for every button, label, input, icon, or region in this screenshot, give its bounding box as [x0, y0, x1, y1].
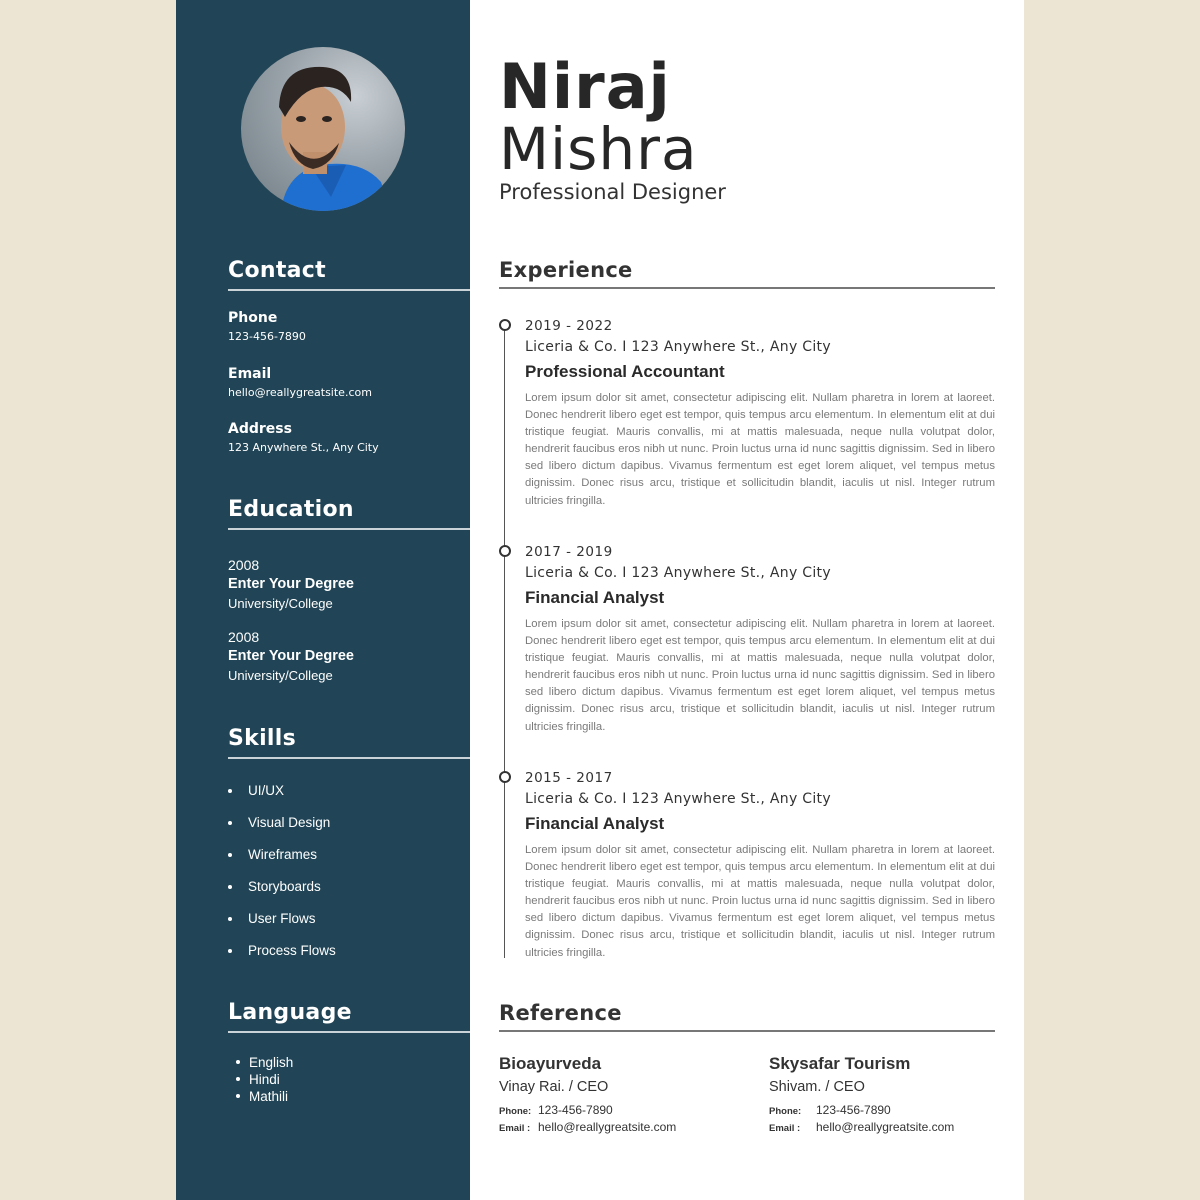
skill-item: UI/UX [228, 783, 470, 815]
reference-phone: 123-456-7890 [538, 1103, 613, 1117]
resume-page [176, 0, 1024, 1200]
language-heading: Language [228, 1000, 470, 1033]
contact-heading: Contact [228, 258, 470, 291]
job-company: Liceria & Co. I 123 Anywhere St., Any City [525, 339, 831, 355]
experience-heading: Experience [499, 258, 995, 289]
reference-person: Shivam. / CEO [769, 1079, 865, 1095]
first-name: Niraj [499, 50, 671, 123]
reference-person: Vinay Rai. / CEO [499, 1079, 609, 1095]
reference-email-key: Email : [499, 1123, 531, 1134]
education-section [228, 497, 470, 683]
email-value: hello@reallygreatsite.com [228, 386, 372, 399]
job-company: Liceria & Co. I 123 Anywhere St., Any City [525, 565, 831, 581]
contact-phone [228, 310, 470, 343]
skills-heading: Skills [228, 726, 470, 759]
job-role: Financial Analyst [525, 814, 665, 833]
reference-phone-row [499, 1103, 739, 1117]
contact-address [228, 421, 470, 454]
reference-email-key: Email : [769, 1123, 801, 1134]
education-heading: Education [228, 497, 470, 530]
experience-item [499, 318, 995, 510]
reference-phone-key: Phone: [499, 1106, 532, 1117]
reference-item [769, 1054, 1009, 1134]
reference-email-row [769, 1120, 1009, 1134]
job-years: 2017 - 2019 [525, 544, 613, 560]
reference-phone-row [769, 1103, 1009, 1117]
language-item: Mathili [236, 1088, 470, 1105]
job-role: Professional Accountant [525, 362, 725, 381]
reference-company: Skysafar Tourism [769, 1054, 911, 1073]
skill-item: Storyboards [228, 879, 470, 911]
education-item [228, 557, 470, 611]
person-illustration [241, 47, 405, 211]
last-name: Mishra [499, 115, 698, 183]
job-description: Lorem ipsum dolor sit amet, consectetur adipiscing elit. Nullam pharetra in lorem at laoreet. Donec hendrerit libero eget est tempor, quis tempus arcu elementum. In elementum elit at dui tristique feugiat. Mauris convallis, mi at mattis malesuada, neque nulla volutpat dolor, hendrerit faucibus eros nibh ut nunc. Proin luctus urna id nunc sagittis dignissim. Sed in libero sed libero dictum dapibus. Vivamus fermentum est eget lorem aliquet, vel tempus metus dignissim. Donec risus arcu, tristique et sollicitudin blandit, iaculis ut nisl. Integer rutrum ultricies fringilla. [525, 392, 995, 507]
timeline-dot [499, 545, 511, 557]
reference-item [499, 1054, 739, 1134]
skill-item: Visual Design [228, 815, 470, 847]
reference-email-row [499, 1120, 739, 1134]
education-year: 2008 [228, 629, 260, 645]
reference-phone: 123-456-7890 [816, 1103, 891, 1117]
timeline-dot [499, 771, 511, 783]
skill-item: Process Flows [228, 943, 470, 975]
address-value: 123 Anywhere St., Any City [228, 441, 379, 454]
reference-heading: Reference [499, 1001, 995, 1032]
education-item [228, 629, 470, 683]
phone-label: Phone [228, 310, 278, 326]
address-label: Address [228, 421, 292, 437]
language-section [228, 1000, 470, 1105]
language-item: Hindi [236, 1071, 470, 1088]
profile-photo [241, 47, 405, 211]
education-school: University/College [228, 668, 333, 683]
reference-email: hello@reallygreatsite.com [816, 1120, 955, 1134]
education-school: University/College [228, 596, 333, 611]
education-degree: Enter Your Degree [228, 576, 354, 592]
skills-list [228, 783, 470, 975]
email-label: Email [228, 366, 272, 382]
job-description: Lorem ipsum dolor sit amet, consectetur adipiscing elit. Nullam pharetra in lorem at laoreet. Donec hendrerit libero eget est tempor, quis tempus arcu elementum. In elementum elit at dui tristique feugiat. Mauris convallis, mi at mattis malesuada, neque nulla volutpat dolor, hendrerit faucibus eros nibh ut nunc. Proin luctus urna id nunc sagittis dignissim. Sed in libero sed libero dictum dapibus. Vivamus fermentum est eget lorem aliquet, vel tempus metus dignissim. Donec risus arcu, tristique et sollicitudin blandit, iaculis ut nisl. Integer rutrum ultricies fringilla. [525, 844, 995, 959]
reference-company: Bioayurveda [499, 1054, 602, 1073]
reference-email: hello@reallygreatsite.com [538, 1120, 677, 1134]
contact-section [228, 258, 470, 454]
job-description: Lorem ipsum dolor sit amet, consectetur adipiscing elit. Nullam pharetra in lorem at laoreet. Donec hendrerit libero eget est tempor, quis tempus arcu elementum. In elementum elit at dui tristique feugiat. Mauris convallis, mi at mattis malesuada, neque nulla volutpat dolor, hendrerit faucibus eros nibh ut nunc. Proin luctus urna id nunc sagittis dignissim. Sed in libero sed libero dictum dapibus. Vivamus fermentum est eget lorem aliquet, vel tempus metus dignissim. Donec risus arcu, tristique et sollicitudin blandit, iaculis ut nisl. Integer rutrum ultricies fringilla. [525, 618, 995, 733]
experience-item [499, 770, 995, 962]
job-company: Liceria & Co. I 123 Anywhere St., Any City [525, 791, 831, 807]
job-role: Financial Analyst [525, 588, 665, 607]
phone-value: 123-456-7890 [228, 330, 306, 343]
education-year: 2008 [228, 557, 260, 573]
sidebar [176, 0, 470, 1200]
skill-item: Wireframes [228, 847, 470, 879]
timeline-dot [499, 319, 511, 331]
language-list [228, 1054, 470, 1105]
education-degree: Enter Your Degree [228, 648, 354, 664]
experience-item [499, 544, 995, 736]
skills-section [228, 726, 470, 975]
job-years: 2019 - 2022 [525, 318, 613, 334]
job-years: 2015 - 2017 [525, 770, 613, 786]
language-item: English [236, 1054, 470, 1071]
job-title: Professional Designer [499, 180, 726, 204]
contact-email [228, 366, 470, 399]
reference-phone-key: Phone: [769, 1106, 802, 1117]
skill-item: User Flows [228, 911, 470, 943]
